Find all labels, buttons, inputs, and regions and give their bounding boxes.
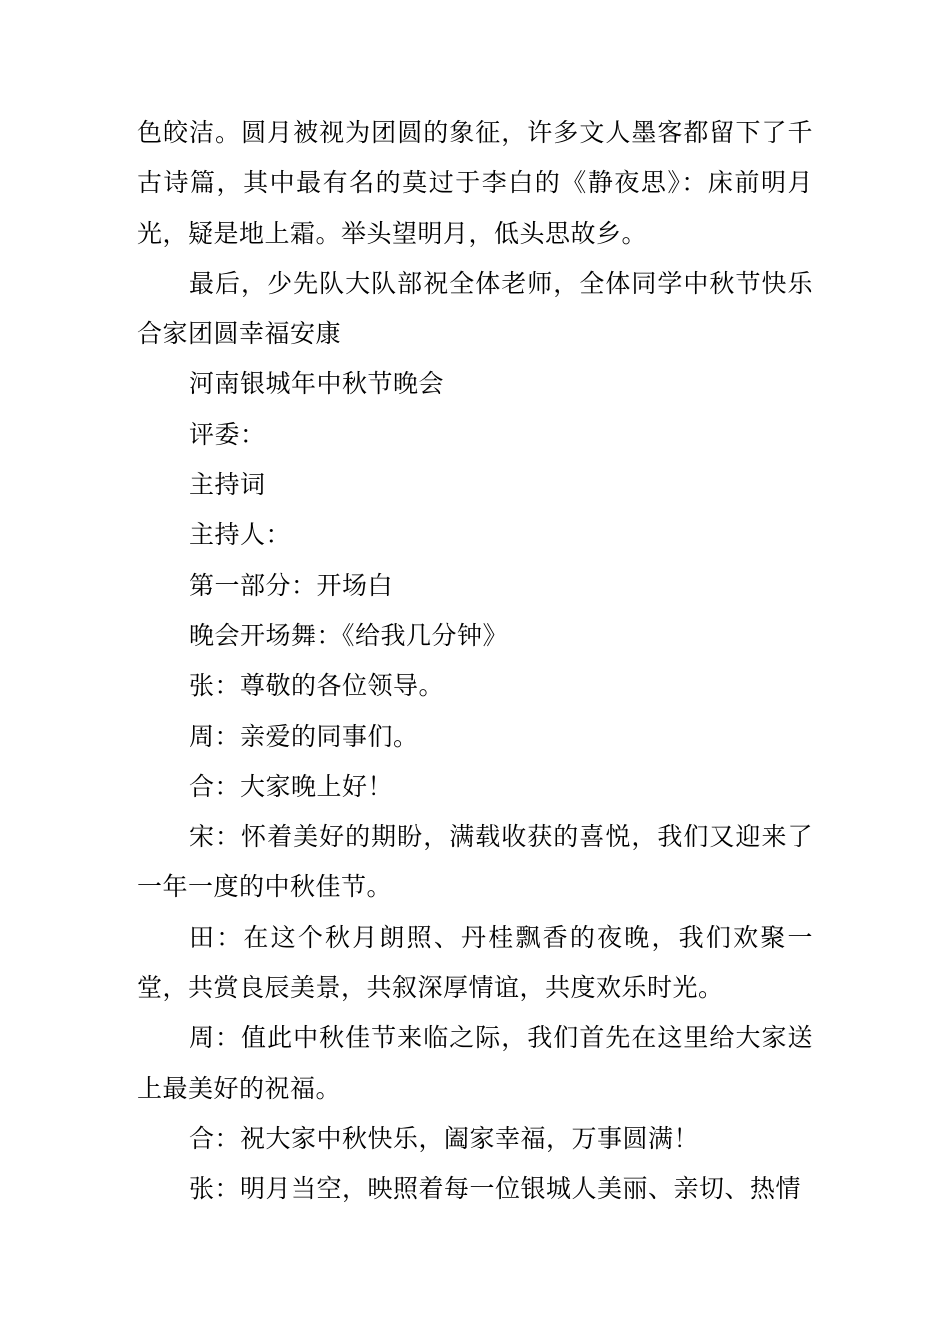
paragraph-line-zhou-2: 周：值此中秋佳节来临之际，我们首先在这里给大家送上最美好的祝福。 (137, 1023, 813, 1103)
paragraph-line-tian: 田：在这个秋月朗照、丹桂飘香的夜晚，我们欢聚一堂，共赏良辰美景，共叙深厚情谊，共度欢乐时光。 (137, 922, 813, 1003)
paragraph-part-one: 第一部分：开场白 (189, 570, 394, 600)
paragraph-line-together-2: 合：祝大家中秋快乐，阖家幸福，万事圆满！ (189, 1123, 700, 1153)
paragraph-script-heading: 主持词 (189, 470, 266, 500)
paragraph-hosts: 主持人： (189, 520, 292, 550)
paragraph-line-together-1: 合：大家晚上好！ (189, 771, 394, 801)
paragraph-opening-dance: 晚会开场舞：《给我几分钟》 (189, 620, 509, 650)
paragraph-closing-wishes: 最后，少先队大队部祝全体老师，全体同学中秋节快乐合家团圆幸福安康 (137, 268, 813, 349)
paragraph-line-song: 宋：怀着美好的期盼，满载收获的喜悦，我们又迎来了一年一度的中秋佳节。 (137, 822, 813, 902)
paragraph-line-zhou-1: 周：亲爱的同事们。 (189, 721, 419, 751)
document-body (137, 108, 813, 1215)
paragraph-line-zhang-1: 张：尊敬的各位领导。 (189, 671, 445, 701)
paragraph-line-zhang-2: 张：明月当空，映照着每一位银城人美丽、亲切、热情 (189, 1174, 802, 1204)
paragraph-judges: 评委： (189, 419, 266, 449)
paragraph-continued: 色皎洁。圆月被视为团圆的象征，许多文人墨客都留下了千古诗篇，其中最有名的莫过于李白的《静夜思》：床前明月光，疑是地上霜。举头望明月，低头思故乡。 (137, 118, 813, 248)
paragraph-event-title: 河南银城年中秋节晚会 (189, 369, 445, 399)
